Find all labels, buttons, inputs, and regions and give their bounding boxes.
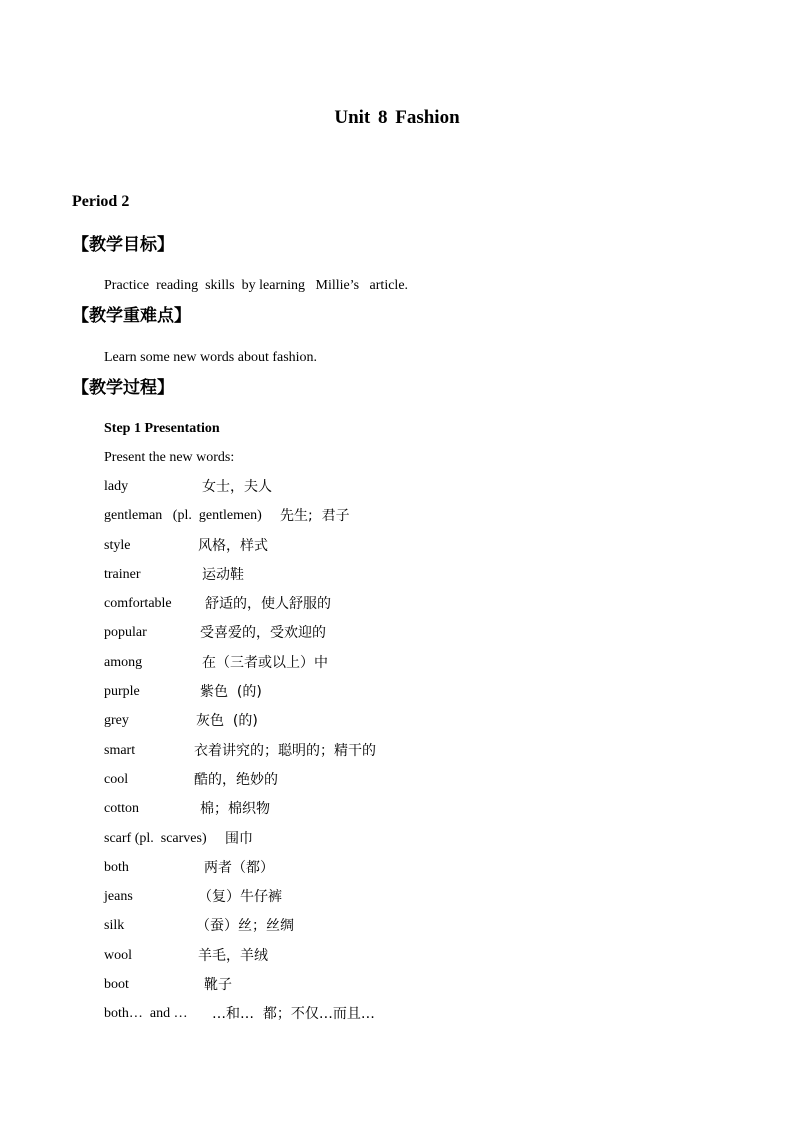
vocab-english: popular (104, 625, 147, 641)
vocab-english: scarf (pl. scarves) (104, 830, 207, 846)
vocab-chinese: 酷的，绝妙的 (194, 771, 278, 788)
vocab-english: among (104, 654, 143, 670)
vocab-chinese: （蚕）丝；丝绸 (196, 918, 294, 935)
key-points-text: Learn some new words about fashion. (104, 350, 318, 365)
vocab-chinese: 舒适的，使人舒服的 (205, 596, 331, 613)
vocab-row (104, 974, 604, 1003)
objectives-text: Practice reading skills by learning Millie’s article. (104, 278, 409, 293)
vocab-english: trainer (104, 566, 141, 582)
vocab-english: purple (104, 684, 140, 700)
vocab-row (104, 535, 604, 564)
vocab-row (104, 476, 604, 505)
vocab-row (104, 564, 604, 593)
vocab-chinese: 女士，夫人 (202, 479, 272, 495)
vocab-english: both… and … (104, 1006, 188, 1022)
vocab-row (104, 652, 604, 681)
vocab-english: silk (104, 918, 125, 934)
vocab-chinese: 两者（都） (204, 859, 274, 876)
vocab-row (104, 622, 604, 651)
vocab-english: cool (104, 771, 129, 787)
vocab-english: style (104, 537, 131, 553)
vocab-english: boot (104, 977, 129, 993)
vocab-row (104, 593, 604, 622)
vocab-row (104, 886, 604, 915)
vocab-row (104, 828, 604, 857)
period-label: Period 2 (72, 193, 130, 210)
vocab-chinese: 在（三者或以上）中 (202, 654, 328, 671)
vocab-chinese: （复）牛仔裤 (198, 889, 282, 906)
vocab-row (104, 945, 604, 974)
step1-title: Step 1 Presentation (104, 421, 220, 436)
vocab-english: wool (104, 947, 132, 963)
vocab-english: lady (104, 479, 129, 494)
vocab-chinese: 受喜爱的，受欢迎的 (200, 625, 326, 642)
vocab-chinese: 运动鞋 (202, 566, 244, 583)
vocab-chinese: 灰色 (的) (196, 713, 258, 730)
objectives-heading: 【教学目标】 (72, 235, 174, 255)
vocab-row (104, 740, 604, 769)
vocab-chinese: 棉；棉织物 (200, 801, 270, 818)
vocab-row (104, 505, 604, 534)
vocab-chinese: 风格，样式 (198, 537, 268, 554)
vocab-english: smart (104, 742, 136, 758)
vocab-row (104, 1003, 604, 1032)
vocab-english: jeans (104, 889, 133, 905)
vocab-row (104, 710, 604, 739)
document-title: Unit 8 Fashion (334, 107, 460, 128)
step1-intro: Present the new words: (104, 450, 235, 465)
vocab-chinese: …和… 都；不仅…而且… (212, 1006, 375, 1023)
vocab-english: gentleman (pl. gentlemen) (104, 508, 262, 524)
vocab-english: cotton (104, 801, 139, 817)
vocab-english: both (104, 859, 129, 875)
vocab-row (104, 681, 604, 710)
vocabulary-list (104, 476, 604, 1033)
vocab-row (104, 798, 604, 827)
vocab-chinese: 紫色 (的) (200, 684, 262, 701)
vocab-chinese: 衣着讲究的；聪明的；精干的 (194, 742, 376, 759)
process-heading: 【教学过程】 (72, 378, 174, 398)
vocab-row (104, 915, 604, 944)
vocab-english: grey (104, 713, 129, 729)
vocab-row (104, 769, 604, 798)
vocab-chinese: 羊毛，羊绒 (198, 947, 268, 964)
key-points-heading: 【教学重难点】 (72, 306, 191, 326)
vocab-english: comfortable (104, 596, 172, 612)
vocab-chinese: 靴子 (204, 977, 232, 994)
vocab-row (104, 857, 604, 886)
vocab-chinese: 围巾 (225, 830, 253, 847)
vocab-chinese: 先生; 君子 (280, 508, 350, 525)
